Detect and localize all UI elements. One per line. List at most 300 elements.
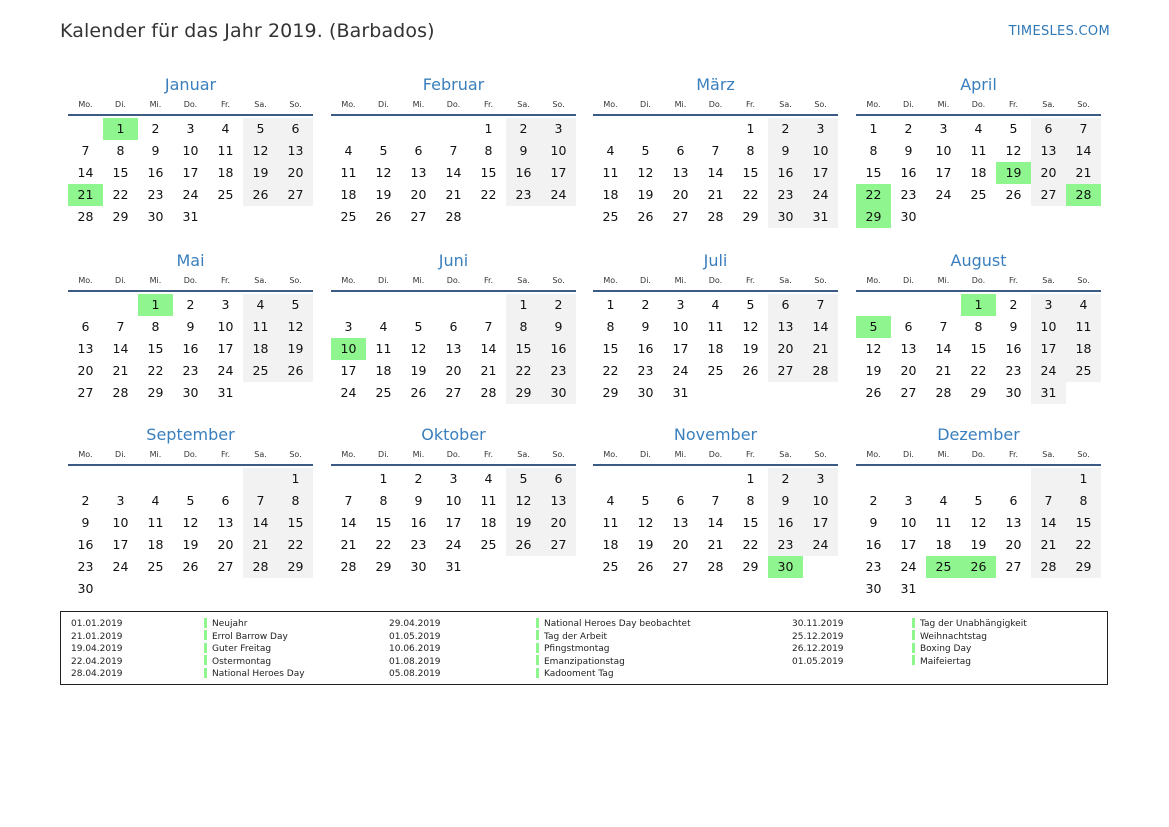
weekday-label: Mi. [674, 100, 687, 109]
day-cell: 29 [278, 556, 313, 578]
weekday-label: Fr. [483, 100, 494, 109]
week-row [593, 360, 838, 382]
day-grid [593, 468, 838, 578]
day-cell: 18 [340, 187, 357, 202]
day-cell: 31 [182, 209, 199, 224]
day-cell: 6 [676, 493, 685, 508]
day-cell: 25 [602, 559, 619, 574]
week-row [593, 534, 838, 556]
empty-cell [996, 206, 1031, 228]
day-cell: 1 [506, 294, 541, 316]
day-cell: 8 [974, 319, 983, 334]
day-grid [68, 118, 313, 228]
empty-cell [1031, 578, 1066, 600]
day-cell: 22 [480, 187, 497, 202]
month-title: August [950, 251, 1007, 270]
day-cell: 22 [147, 363, 164, 378]
day-cell: 27 [672, 559, 689, 574]
day-cell: 5 [746, 297, 755, 312]
week-row [856, 556, 1101, 578]
legend-holiday-name: National Heroes Day [212, 669, 305, 679]
day-cell: 9 [414, 493, 423, 508]
day-cell: 11 [217, 143, 234, 158]
day-cell: 14 [480, 341, 497, 356]
week-row [331, 316, 576, 338]
empty-cell [471, 206, 506, 228]
day-cell: 6 [278, 118, 313, 140]
month-februar [331, 72, 576, 228]
legend-item [536, 631, 691, 644]
weekday-label: So. [289, 276, 302, 285]
day-cell: 5 [1009, 121, 1018, 136]
empty-cell [208, 468, 243, 490]
week-row [331, 360, 576, 382]
day-cell: 11 [1066, 316, 1101, 338]
weekday-header [593, 98, 838, 116]
day-cell: 19 [637, 537, 654, 552]
week-row [331, 184, 576, 206]
month-title: April [960, 75, 997, 94]
weekday-label: Do. [971, 450, 986, 459]
day-cell: 16 [1005, 341, 1022, 356]
month-title: Oktober [421, 425, 486, 444]
empty-cell [366, 118, 401, 140]
day-cell: 23 [637, 363, 654, 378]
weekday-label: Fr. [483, 276, 494, 285]
empty-cell [1031, 468, 1066, 490]
week-row [68, 490, 313, 512]
week-row [593, 556, 838, 578]
legend-names-column [204, 618, 305, 681]
day-cell: 26 [637, 209, 654, 224]
day-cell: 28 [243, 556, 278, 578]
day-cell: 2 [904, 121, 913, 136]
day-cell: 17 [541, 162, 576, 184]
day-cell: 29 [112, 209, 129, 224]
week-row [856, 316, 1101, 338]
day-cell: 27 [217, 559, 234, 574]
weekday-label: So. [289, 100, 302, 109]
month-title: November [673, 425, 758, 444]
weekday-label: Di. [640, 100, 651, 109]
day-cell: 12 [182, 515, 199, 530]
day-cell: 11 [243, 316, 278, 338]
empty-cell [1031, 206, 1066, 228]
day-cell: 31 [1031, 382, 1066, 404]
day-cell: 19 [970, 537, 987, 552]
day-cell: 29 [742, 209, 759, 224]
day-cell: 23 [77, 559, 94, 574]
day-cell: 7 [243, 490, 278, 512]
day-cell: 11 [375, 341, 392, 356]
weekday-label: Do. [446, 450, 461, 459]
day-cell: 30 [147, 209, 164, 224]
day-cell: 2 [768, 468, 803, 490]
day-cell: 26 [410, 385, 427, 400]
legend-dates-column [71, 618, 123, 681]
day-cell: 24 [182, 187, 199, 202]
week-row [68, 556, 313, 578]
day-cell: 18 [935, 537, 952, 552]
legend-date: 05.08.2019 [389, 669, 441, 679]
day-cell: 18 [602, 537, 619, 552]
week-row [856, 184, 1101, 206]
day-cell: 2 [1009, 297, 1018, 312]
day-cell: 3 [939, 121, 948, 136]
day-cell: 21 [707, 187, 724, 202]
empty-cell [138, 468, 173, 490]
day-cell: 17 [182, 165, 199, 180]
day-cell: 3 [221, 297, 230, 312]
weekday-label: Sa. [779, 276, 792, 285]
day-cell: 5 [641, 143, 650, 158]
day-cell: 8 [746, 143, 755, 158]
month-juni [331, 248, 576, 404]
empty-cell [278, 382, 313, 404]
day-cell: 4 [711, 297, 720, 312]
day-cell: 26 [742, 363, 759, 378]
day-cell: 29 [147, 385, 164, 400]
weekday-label: Fr. [1008, 276, 1019, 285]
day-cell: 27 [900, 385, 917, 400]
month-title: Mai [176, 251, 205, 270]
day-cell: 26 [243, 184, 278, 206]
weekday-label: Di. [640, 450, 651, 459]
day-cell: 13 [77, 341, 94, 356]
empty-cell [243, 578, 278, 600]
holiday-day-cell: 22 [856, 184, 891, 206]
weekday-label: Do. [183, 276, 198, 285]
day-cell: 13 [541, 490, 576, 512]
week-row [856, 382, 1101, 404]
week-row [68, 360, 313, 382]
weekday-label: Di. [115, 100, 126, 109]
day-cell: 22 [1066, 534, 1101, 556]
day-cell: 11 [340, 165, 357, 180]
legend-item [536, 656, 691, 669]
day-cell: 1 [746, 121, 755, 136]
holiday-day-cell: 28 [1066, 184, 1101, 206]
day-cell: 30 [1005, 385, 1022, 400]
weekday-label: So. [552, 100, 565, 109]
legend-holiday-name: Tag der Arbeit [544, 631, 608, 642]
day-cell: 22 [506, 360, 541, 382]
weekday-label: Mo. [603, 100, 618, 109]
week-row [331, 382, 576, 404]
day-grid [856, 294, 1101, 404]
day-cell: 16 [865, 537, 882, 552]
weekday-label: Fr. [1008, 450, 1019, 459]
day-cell: 21 [1031, 534, 1066, 556]
day-cell: 16 [768, 162, 803, 184]
holiday-color-marker [204, 630, 207, 640]
day-cell: 13 [445, 341, 462, 356]
day-cell: 20 [1005, 537, 1022, 552]
day-cell: 11 [935, 515, 952, 530]
day-cell: 23 [506, 184, 541, 206]
day-cell: 28 [445, 209, 462, 224]
day-grid [331, 118, 576, 228]
week-row [856, 338, 1101, 360]
empty-cell [541, 556, 576, 578]
day-cell: 5 [974, 493, 983, 508]
day-cell: 17 [445, 515, 462, 530]
day-cell: 7 [484, 319, 493, 334]
day-cell: 1 [746, 471, 755, 486]
day-cell: 9 [186, 319, 195, 334]
day-cell: 25 [602, 209, 619, 224]
day-cell: 2 [541, 294, 576, 316]
day-cell: 6 [221, 493, 230, 508]
weekday-label: Sa. [1042, 100, 1055, 109]
legend-dates-column [389, 618, 441, 681]
day-cell: 27 [77, 385, 94, 400]
holiday-color-marker [536, 655, 539, 665]
day-cell: 13 [1031, 140, 1066, 162]
day-cell: 13 [672, 515, 689, 530]
weekday-label: Do. [183, 450, 198, 459]
weekday-label: Fr. [1008, 100, 1019, 109]
day-cell: 1 [869, 121, 878, 136]
day-cell: 17 [1031, 338, 1066, 360]
day-cell: 31 [672, 385, 689, 400]
weekday-label: Sa. [779, 450, 792, 459]
week-row [68, 184, 313, 206]
day-cell: 21 [340, 537, 357, 552]
week-row [856, 360, 1101, 382]
weekday-label: So. [814, 450, 827, 459]
day-cell: 29 [742, 559, 759, 574]
day-cell: 4 [151, 493, 160, 508]
month-title: März [696, 75, 735, 94]
day-cell: 20 [768, 338, 803, 360]
weekday-label: Mi. [674, 450, 687, 459]
month-title: Februar [422, 75, 485, 94]
day-grid [331, 468, 576, 578]
day-cell: 14 [243, 512, 278, 534]
week-row [68, 206, 313, 228]
weekday-label: Di. [903, 450, 914, 459]
weekday-label: Sa. [254, 100, 267, 109]
day-cell: 23 [768, 534, 803, 556]
empty-cell [68, 294, 103, 316]
day-cell: 23 [768, 184, 803, 206]
day-cell: 3 [116, 493, 125, 508]
day-cell: 8 [1066, 490, 1101, 512]
empty-cell [68, 468, 103, 490]
day-cell: 12 [742, 319, 759, 334]
day-cell: 7 [116, 319, 125, 334]
day-cell: 20 [278, 162, 313, 184]
day-cell: 11 [970, 143, 987, 158]
day-cell: 17 [900, 537, 917, 552]
empty-cell [436, 118, 471, 140]
day-cell: 14 [1031, 512, 1066, 534]
holiday-color-marker [536, 643, 539, 653]
day-cell: 10 [900, 515, 917, 530]
day-cell: 13 [1005, 515, 1022, 530]
day-cell: 18 [147, 537, 164, 552]
day-cell: 18 [243, 338, 278, 360]
day-cell: 14 [340, 515, 357, 530]
day-cell: 16 [147, 165, 164, 180]
week-row [331, 140, 576, 162]
week-row [68, 578, 313, 600]
legend-item [536, 643, 691, 656]
day-cell: 7 [711, 493, 720, 508]
holiday-color-marker [912, 655, 915, 665]
day-cell: 7 [939, 319, 948, 334]
holiday-color-marker [204, 643, 207, 653]
week-row [331, 468, 576, 490]
day-cell: 5 [243, 118, 278, 140]
weekday-label: Mi. [674, 276, 687, 285]
day-cell: 10 [803, 140, 838, 162]
week-row [68, 512, 313, 534]
empty-cell [856, 294, 891, 316]
legend-holiday-name: Guter Freitag [212, 644, 272, 654]
day-cell: 4 [221, 121, 230, 136]
day-cell: 26 [278, 360, 313, 382]
empty-cell [436, 294, 471, 316]
weekday-header [331, 98, 576, 116]
day-cell: 5 [414, 319, 423, 334]
day-cell: 27 [672, 209, 689, 224]
empty-cell [926, 468, 961, 490]
weekday-label: Mi. [937, 276, 950, 285]
empty-cell [926, 294, 961, 316]
week-row [331, 294, 576, 316]
day-cell: 23 [541, 360, 576, 382]
weekday-label: Mi. [149, 100, 162, 109]
day-cell: 22 [742, 537, 759, 552]
day-cell: 11 [602, 165, 619, 180]
brand-link[interactable]: TIMESLES.COM [1008, 24, 1110, 39]
day-cell: 24 [112, 559, 129, 574]
day-cell: 14 [707, 165, 724, 180]
empty-cell [926, 206, 961, 228]
day-cell: 18 [1066, 338, 1101, 360]
week-row [331, 556, 576, 578]
day-cell: 5 [186, 493, 195, 508]
day-cell: 3 [803, 468, 838, 490]
legend-item [204, 643, 305, 656]
day-cell: 6 [1031, 118, 1066, 140]
day-cell: 28 [77, 209, 94, 224]
day-cell: 2 [414, 471, 423, 486]
day-cell: 19 [410, 363, 427, 378]
weekday-label: Mo. [341, 276, 356, 285]
weekday-label: Mi. [937, 450, 950, 459]
legend-holiday-name: National Heroes Day beobachtet [544, 619, 691, 629]
weekday-label: So. [1077, 276, 1090, 285]
weekday-label: Mo. [341, 100, 356, 109]
holiday-day-cell: 25 [926, 556, 961, 578]
day-cell: 18 [375, 363, 392, 378]
day-cell: 4 [974, 121, 983, 136]
holiday-color-marker [536, 668, 539, 678]
day-cell: 3 [676, 297, 685, 312]
legend-holiday-name: Pfingstmontag [544, 644, 610, 654]
day-cell: 7 [1031, 490, 1066, 512]
day-cell: 6 [81, 319, 90, 334]
day-cell: 18 [480, 515, 497, 530]
day-cell: 25 [970, 187, 987, 202]
week-row [593, 490, 838, 512]
day-cell: 12 [243, 140, 278, 162]
day-grid [593, 118, 838, 228]
day-cell: 15 [865, 165, 882, 180]
day-cell: 25 [340, 209, 357, 224]
day-cell: 29 [970, 385, 987, 400]
day-cell: 8 [484, 143, 493, 158]
weekday-label: Di. [115, 276, 126, 285]
week-row [856, 512, 1101, 534]
day-cell: 2 [641, 297, 650, 312]
week-row [68, 316, 313, 338]
day-cell: 15 [742, 515, 759, 530]
legend-item [204, 618, 305, 631]
day-cell: 15 [147, 341, 164, 356]
empty-cell [541, 206, 576, 228]
weekday-label: Fr. [483, 450, 494, 459]
day-cell: 17 [803, 512, 838, 534]
day-cell: 28 [1031, 556, 1066, 578]
holiday-day-cell: 29 [856, 206, 891, 228]
week-row [856, 468, 1101, 490]
day-cell: 10 [803, 490, 838, 512]
week-row [593, 184, 838, 206]
empty-cell [243, 468, 278, 490]
day-cell: 8 [379, 493, 388, 508]
day-cell: 1 [278, 468, 313, 490]
legend-date: 28.04.2019 [71, 669, 123, 679]
day-cell: 19 [506, 512, 541, 534]
weekday-label: Mi. [412, 276, 425, 285]
month-dezember [856, 422, 1101, 600]
legend-item [204, 668, 305, 681]
holiday-day-cell: 30 [768, 556, 803, 578]
day-cell: 2 [81, 493, 90, 508]
month-januar [68, 72, 313, 228]
weekday-label: Do. [971, 276, 986, 285]
holiday-day-cell: 1 [138, 294, 173, 316]
day-cell: 12 [865, 341, 882, 356]
holiday-day-cell: 19 [996, 162, 1031, 184]
weekday-label: Do. [708, 450, 723, 459]
day-cell: 28 [707, 559, 724, 574]
day-cell: 22 [112, 187, 129, 202]
day-cell: 5 [379, 143, 388, 158]
day-cell: 25 [480, 537, 497, 552]
legend-holiday-name: Tag der Unabhängigkeit [920, 619, 1027, 629]
holiday-color-marker [204, 668, 207, 678]
holiday-color-marker [912, 618, 915, 628]
day-cell: 20 [217, 537, 234, 552]
day-cell: 27 [1031, 184, 1066, 206]
day-cell: 24 [672, 363, 689, 378]
empty-cell [593, 118, 628, 140]
empty-cell [698, 118, 733, 140]
holiday-color-marker [204, 655, 207, 665]
holiday-legend [60, 611, 1108, 685]
weekday-label: So. [814, 276, 827, 285]
day-cell: 1 [484, 121, 493, 136]
day-cell: 2 [869, 493, 878, 508]
weekday-label: Fr. [745, 276, 756, 285]
day-cell: 10 [112, 515, 129, 530]
day-cell: 9 [1009, 319, 1018, 334]
